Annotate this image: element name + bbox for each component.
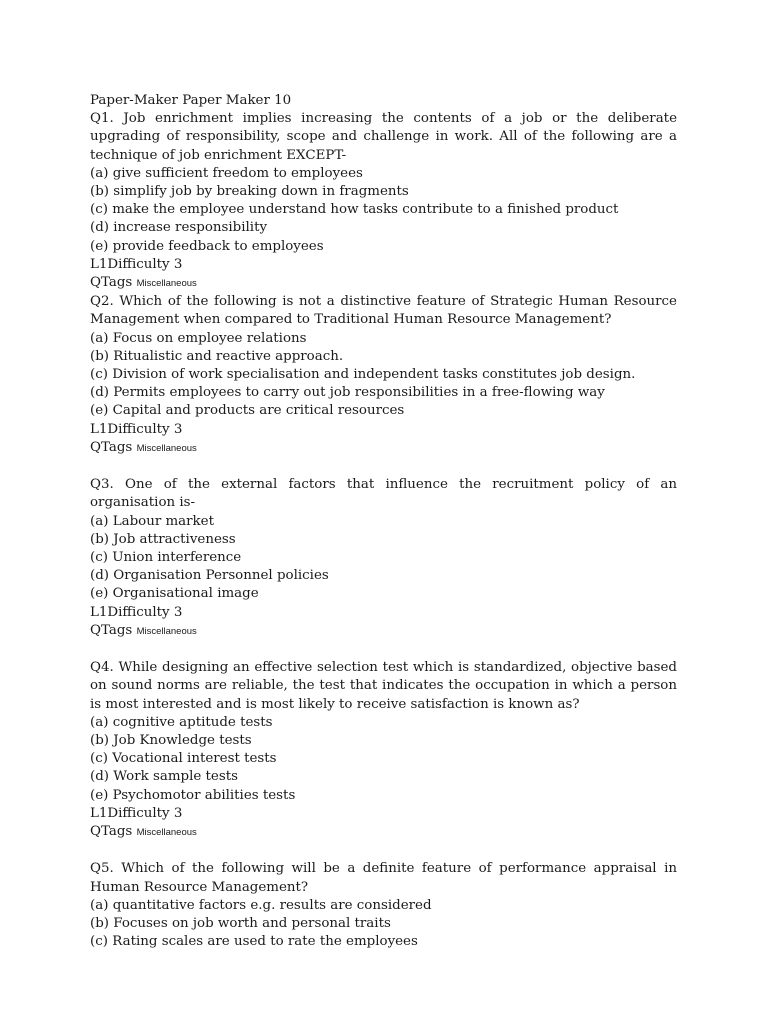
question-stem: Q5. Which of the following will be a definite feature of performance appraisal in Human Resource Management? [90, 861, 677, 895]
question-stem: Q1. Job enrichment implies increasing the contents of a job or the deliberate upgrading of responsibility, scope and challenge in work. All of the following are a technique of job enrichment EXCEPT- [90, 111, 677, 163]
spacer [90, 842, 677, 860]
answer-option: (e) Organisational image [90, 586, 259, 602]
spacer [90, 458, 677, 476]
qtags-label: QTags [90, 439, 133, 455]
answer-option: (a) give sufficient freedom to employees [90, 165, 363, 181]
answer-option: (e) Psychomotor abilities tests [90, 787, 296, 803]
question-block-q1 [90, 110, 677, 293]
qtags-label: QTags [90, 275, 133, 291]
question-block-q2 [90, 293, 677, 458]
question-stem: Q3. One of the external factors that influence the recruitment policy of an organisation is- [90, 477, 677, 511]
answer-option: (b) Job attractiveness [90, 531, 236, 547]
answer-option: (a) Labour market [90, 513, 214, 529]
document-page [90, 92, 677, 952]
answer-option: (c) Union interference [90, 550, 242, 566]
difficulty-label: L1Difficulty 3 [90, 421, 183, 437]
answer-option: (e) provide feedback to employees [90, 238, 324, 254]
qtags-value: Miscellaneous [136, 827, 197, 839]
answer-option: (d) increase responsibility [90, 220, 268, 236]
question-block-q3 [90, 476, 677, 641]
qtags-line [90, 622, 677, 641]
qtags-line [90, 439, 677, 458]
question-stem: Q4. While designing an effective selection test which is standardized, objective based on sound norms are reliable, the test that indicates the occupation in which a person is most interested and is most likely to receive satisfaction is known as? [90, 660, 677, 712]
difficulty-label: L1Difficulty 3 [90, 256, 183, 272]
qtags-line [90, 274, 677, 293]
answer-option: (c) make the employee understand how tasks contribute to a finished product [90, 202, 619, 218]
question-block-q5 [90, 860, 677, 951]
difficulty-label: L1Difficulty 3 [90, 604, 183, 620]
answer-option: (d) Permits employees to carry out job responsibilities in a free-flowing way [90, 385, 605, 401]
answer-option: (c) Division of work specialisation and independent tasks constitutes job design. [90, 367, 636, 383]
question-stem: Q2. Which of the following is not a distinctive feature of Strategic Human Resource Management when compared to Traditional Human Resource Management? [90, 294, 677, 328]
answer-option: (a) cognitive aptitude tests [90, 714, 273, 730]
spacer [90, 641, 677, 659]
answer-option: (c) Vocational interest tests [90, 751, 277, 767]
qtags-line [90, 823, 677, 842]
qtags-label: QTags [90, 622, 133, 638]
qtags-value: Miscellaneous [136, 625, 197, 637]
qtags-label: QTags [90, 824, 133, 840]
qtags-value: Miscellaneous [136, 442, 197, 454]
answer-option: (a) quantitative factors e.g. results are considered [90, 897, 432, 913]
difficulty-label: L1Difficulty 3 [90, 805, 183, 821]
document-header: Paper-Maker Paper Maker 10 [90, 93, 292, 108]
qtags-value: Miscellaneous [136, 278, 197, 290]
answer-option: (b) Job Knowledge tests [90, 733, 252, 749]
answer-option: (a) Focus on employee relations [90, 330, 307, 346]
answer-option: (c) Rating scales are used to rate the employees [90, 934, 418, 950]
answer-option: (b) simplify job by breaking down in fragments [90, 184, 409, 200]
answer-option: (d) Organisation Personnel policies [90, 568, 329, 584]
answer-option: (e) Capital and products are critical resources [90, 403, 405, 419]
answer-option: (d) Work sample tests [90, 769, 238, 785]
question-block-q4 [90, 659, 677, 842]
answer-option: (b) Focuses on job worth and personal traits [90, 916, 391, 932]
answer-option: (b) Ritualistic and reactive approach. [90, 348, 344, 364]
